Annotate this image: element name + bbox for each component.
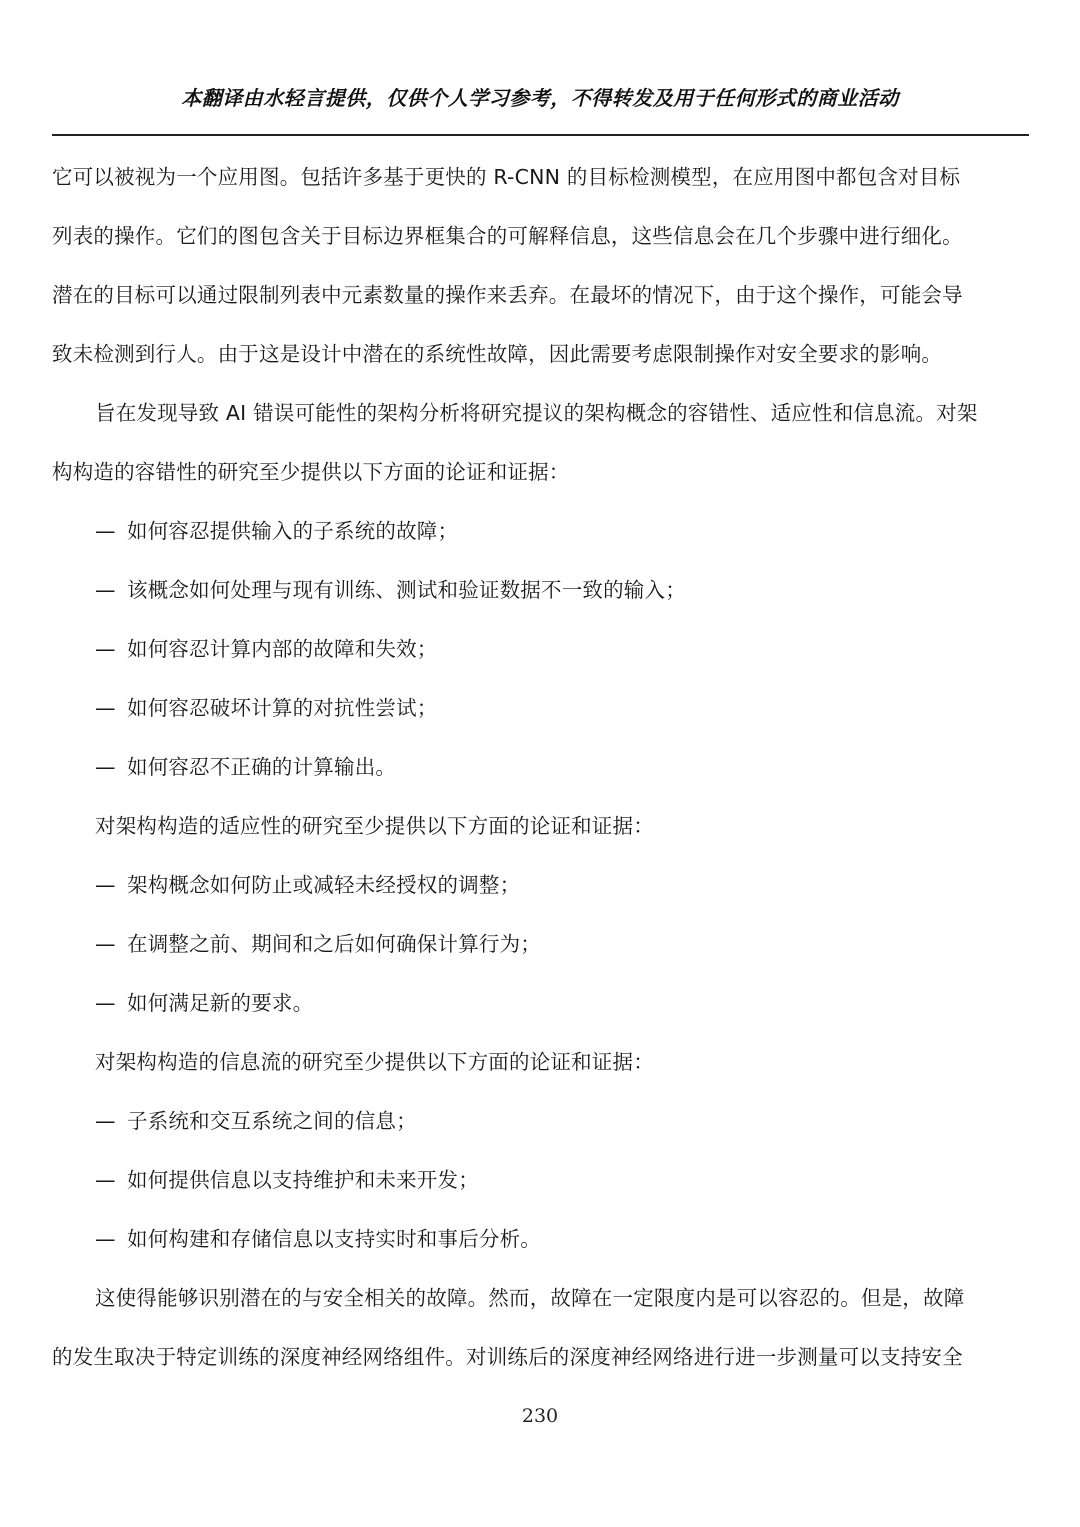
- list-item-text: 如何提供信息以支持维护和未来开发；: [127, 1168, 479, 1192]
- paragraph-line: 这使得能够识别潜在的与安全相关的故障。然而，故障在一定限度内是可以容忍的。但是，故障: [95, 1286, 965, 1310]
- list-item-text: 该概念如何处理与现有训练、测试和验证数据不一致的输入；: [127, 578, 686, 602]
- list-item-text: 在调整之前、期间和之后如何确保计算行为；: [127, 932, 541, 956]
- dash-icon: —: [95, 1227, 116, 1251]
- dash-icon: —: [95, 519, 116, 543]
- body-text: [52, 148, 1012, 1387]
- list-item-text: 如何容忍不正确的计算输出。: [127, 755, 397, 779]
- header-divider: [52, 134, 1029, 136]
- list-item: [52, 974, 1012, 1033]
- paragraph-line: 潜在的目标可以通过限制列表中元素数量的操作来丢弃。在最坏的情况下，由于这个操作，可能会导: [52, 283, 963, 307]
- page-header: 本翻译由水轻言提供，仅供个人学习参考，不得转发及用于任何形式的商业活动: [181, 86, 899, 110]
- dash-icon: —: [95, 873, 116, 897]
- page-number: 230: [521, 1405, 559, 1427]
- list-item: [52, 620, 1012, 679]
- dash-icon: —: [95, 991, 116, 1015]
- list-item: [52, 738, 1012, 797]
- list-item: [52, 915, 1012, 974]
- list-item: [52, 1210, 1012, 1269]
- dash-icon: —: [95, 578, 116, 602]
- paragraph-line: 构构造的容错性的研究至少提供以下方面的论证和证据：: [52, 460, 570, 484]
- list-item: [52, 1092, 1012, 1151]
- list-item-text: 如何构建和存储信息以支持实时和事后分析。: [127, 1227, 541, 1251]
- paragraph-line: 对架构构造的适应性的研究至少提供以下方面的论证和证据：: [95, 814, 654, 838]
- list-item-text: 子系统和交互系统之间的信息；: [127, 1109, 417, 1133]
- paragraph-line: 它可以被视为一个应用图。包括许多基于更快的 R-CNN 的目标检测模型，在应用图中都包含对目标: [52, 165, 961, 189]
- paragraph-line: 旨在发现导致 AI 错误可能性的架构分析将研究提议的架构概念的容错性、适应性和信息流。对架: [95, 401, 978, 425]
- list-item: [52, 1151, 1012, 1210]
- list-item-text: 如何容忍计算内部的故障和失效；: [127, 637, 438, 661]
- list-item: [52, 502, 1012, 561]
- paragraph-line: 对架构构造的信息流的研究至少提供以下方面的论证和证据：: [95, 1050, 654, 1074]
- list-item: [52, 561, 1012, 620]
- list-item-text: 如何容忍提供输入的子系统的故障；: [127, 519, 459, 543]
- dash-icon: —: [95, 755, 116, 779]
- dash-icon: —: [95, 1109, 116, 1133]
- paragraph-line: 列表的操作。它们的图包含关于目标边界框集合的可解释信息，这些信息会在几个步骤中进行细化。: [52, 224, 963, 248]
- list-item-text: 如何满足新的要求。: [127, 991, 314, 1015]
- paragraph-line: 的发生取决于特定训练的深度神经网络组件。对训练后的深度神经网络进行进一步测量可以支持安全: [52, 1345, 963, 1369]
- list-item: [52, 856, 1012, 915]
- list-item-text: 架构概念如何防止或减轻未经授权的调整；: [127, 873, 521, 897]
- list-item-text: 如何容忍破坏计算的对抗性尝试；: [127, 696, 438, 720]
- dash-icon: —: [95, 932, 116, 956]
- dash-icon: —: [95, 696, 116, 720]
- list-item: [52, 679, 1012, 738]
- dash-icon: —: [95, 1168, 116, 1192]
- paragraph-line: 致未检测到行人。由于这是设计中潜在的系统性故障，因此需要考虑限制操作对安全要求的影响。: [52, 342, 943, 366]
- dash-icon: —: [95, 637, 116, 661]
